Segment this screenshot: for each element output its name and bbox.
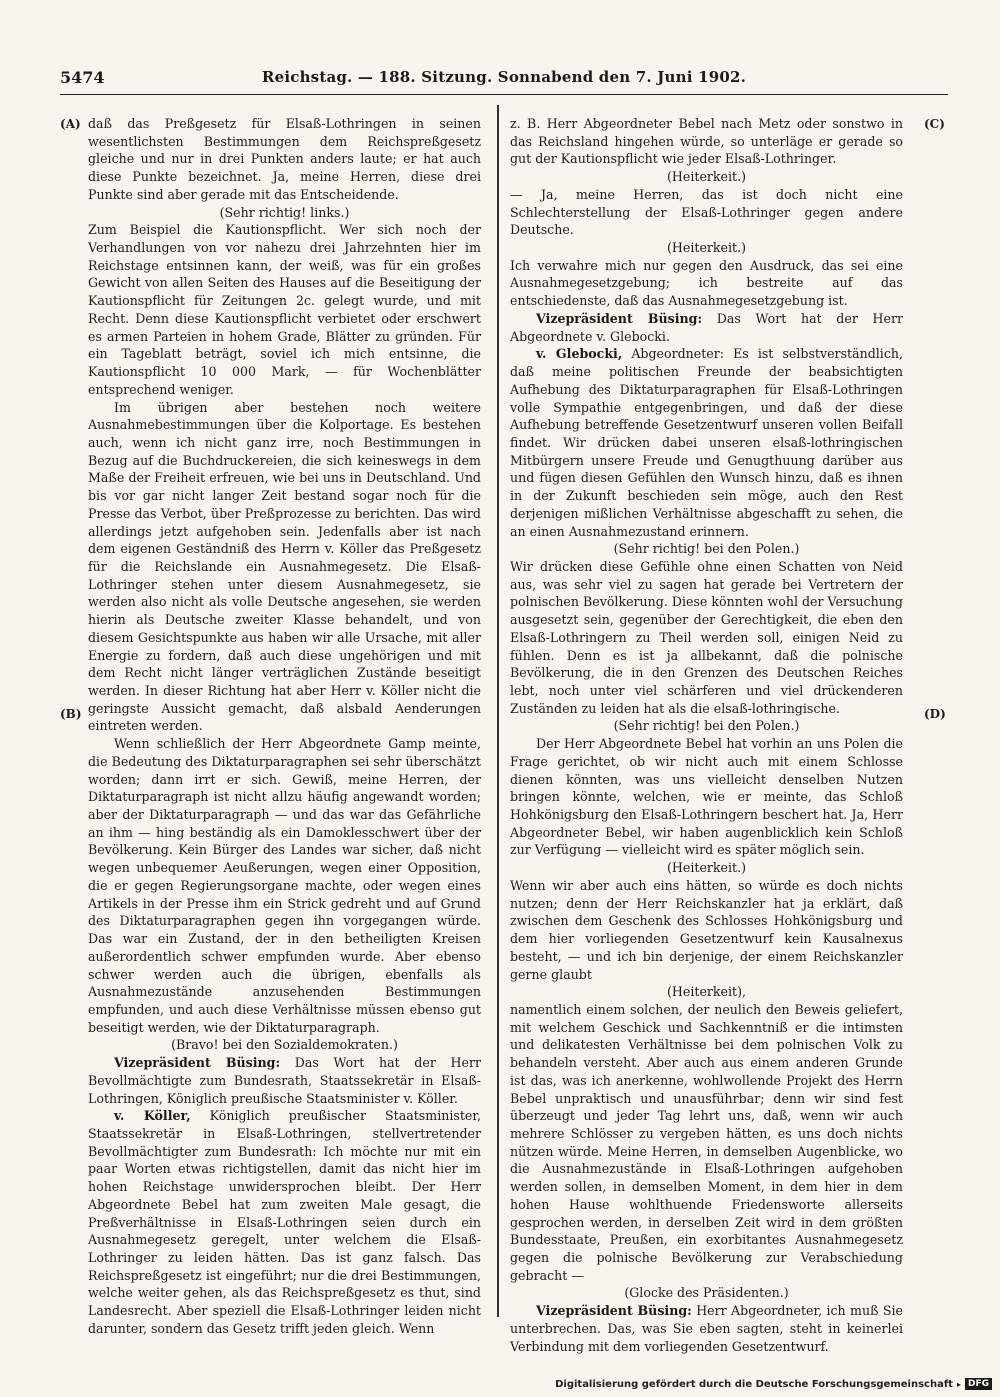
interjection: (Heiterkeit), — [667, 984, 746, 1000]
page-number: 5474 — [60, 68, 105, 87]
page-header — [60, 68, 948, 95]
speaker-paragraph: v. Glebocki, Abgeordneter: Es ist selbstverständlich, daß meine politischen Freunde der beabsichtigten Aufhebung des Diktaturparagraphen für Elsaß-Lothringen volle Sympathie entgegenbringen, und daß der diese Aufhebung betreffende Gesetzentwurf unseren vollen Beifall findet. Wir drücken dabei unseren elsaß-lothringischen Mitbürgern unsere Freude und Genugthuung darüber aus und fügen diesen Gefühlen den Wunsch hinzu, daß es ihnen in der Zukunft beschieden sein möge, auch den Rest derjenigen mißlichen Verhältnisse abgeschafft zu sehen, die an einen Ausnahmezustand erinnern. — [510, 346, 904, 539]
paragraph: Zum Beispiel die Kautionspflicht. Wer sich noch der Verhandlungen von vor nahezu drei Jahrzehnten hier im Reichstage entsinnen kann, der weiß, was für ein großes Gewicht von allen Seiten des Hauses auf die Beseitigung der Kautionspflicht für Zeitungen 2c. gelegt wurde, und mit Recht. Denn diese Kautionspflicht verbietet oder erschwert es armen Parteien in hohem Grade, Blätter zu gründen. Für ein Tageblatt beträgt, soviel ich mich entsinne, die Kautionspflicht 10 000 Mark, — für Wochenblätter entsprechend weniger. — [88, 222, 481, 397]
paragraph: Wir drücken diese Gefühle ohne einen Schatten von Neid aus, was sehr viel zu sagen hat gerade bei Vertretern der polnischen Bevölkerung. Diese könnten wohl der Versuchung ausgesetzt sein, gegenüber der Gerechtigkeit, die eben den Elsaß-Lothringern zu Theil werden soll, einigen Neid zu fühlen. Denn es ist ja allbekannt, daß die polnische Bevölkerung, die in den Grenzen des Deutschen Reiches lebt, noch unter viel schärferen und viel drückenderen Zuständen zu leiden hat als die elsaß-lothringische. — [510, 558, 903, 716]
left-column — [88, 115, 481, 1336]
margin-mark-d: (D) — [924, 707, 946, 721]
paragraph: daß das Preßgesetz für Elsaß-Lothringen in seinen wesentlichsten Bestimmungen dem Reichspreßgesetz gleiche und nur in drei Punkten anders laute; er hat auch diese Punkte bezeichnet. Ja, meine Herren, diese drei Punkte sind aber gerade mit das Entscheidende. — [88, 116, 481, 202]
paragraph: z. B. Herr Abgeordneter Bebel nach Metz oder sonstwo in das Reichsland hingehen würde, so unterläge er gerade so gut der Kautionspflicht wie jeder Elsaß-Lothringer. — [510, 116, 903, 167]
column-divider — [497, 105, 499, 1317]
speaker-paragraph: Vizepräsident Büsing: Herr Abgeordneter, ich muß Sie unterbrechen. Das, was Sie eben sagten, steht in keinerlei Verbindung mit dem vorliegenden Gesetzentwurf. — [510, 1303, 903, 1354]
paragraph: Wenn wir aber auch eins hätten, so würde es doch nichts nutzen; denn der Herr Reichskanzler hat ja erklärt, daß zwischen dem Geschenk des Schlosses Hohkönigsburg und dem hier vorliegenden Gesetzentwurf kein Kausalnexus besteht, — und ich bin derjenige, der einem Reichskanzler gerne glaubt — [510, 877, 903, 982]
speaker-name: Vizepräsident Büsing: — [114, 1055, 281, 1071]
paragraph: Ich verwahre mich nur gegen den Ausdruck, das sei eine Ausnahmegesetzgebung; ich bestreite auf das entschiedenste, daß das Ausnahmegesetzgebung ist. — [510, 257, 903, 309]
interjection: (Sehr richtig! bei den Polen.) — [613, 718, 800, 734]
interjection: (Sehr richtig! links.) — [219, 204, 350, 220]
paragraph: Wenn schließlich der Herr Abgeordnete Gamp meinte, die Bedeutung des Diktaturparagraphen sei sehr überschätzt worden; dann irrt er sich. Gewiß, meine Herren, der Diktaturparagraph ist nicht allzu häufig angewandt worden; aber der Diktaturparagraph — und das war das Gefährliche an ihm — hing beständig als ein Damoklesschwert über der Bevölkerung. Kein Bürger des Landes war sicher, daß nicht wegen unbequemer Aeußerungen, wegen einer Opposition, die er gegen Regierungsorgane machte, oder wegen eines Artikels in der Presse ihm ein Strick gedreht und auf Grund des Diktaturparagraphen gegen ihn vorgegangen würde. Das war ein Zustand, der in den betheiligten Kreisen außerordentlich schwer empfunden wurde. Aber ebenso schwer werden auch die übrigen, ebenfalls als Ausnahmezustände anzusehenden Bestimmungen empfunden, und auch diese Verhältnisse müssen ebenso gut beseitigt werden, wie der Diktaturparagraph. — [88, 736, 481, 1035]
credit-text: Digitalisierung gefördert durch die Deutsche Forschungsgemeinschaft — [555, 1378, 953, 1390]
speaker-name: Vizepräsident Büsing: — [536, 310, 703, 326]
paragraph: Im übrigen aber bestehen noch weitere Ausnahmebestimmungen über die Kolportage. Es bestehen auch, wenn ich nicht ganz irre, noch Bestimmungen in Bezug auf die Buchdruckereien, die sich keineswegs in dem Maße der Freiheit erfreuen, wie bei uns in Deutschland. Und bis vor gar nicht langer Zeit bestand sogar noch für die Presse das Verbot, über Preßprozesse zu berichten. Das wird allerdings jetzt aufgehoben sein. Jedenfalls aber ist nach dem eigenen Geständniß des Herrn v. Köller das Preßgesetz für die Reichslande ein Ausnahmegesetz. Die Elsaß-Lothringer stehen unter diesem Ausnahmegesetz, sie werden also nicht als volle Deutsche angesehen, sie werden hierin als Deutsche zweiter Klasse behandelt, und von diesem Gesichtspunkte aus haben wir alle Ursache, mit aller Energie zu fordern, daß auch diese ungehörigen und mit dem Recht nicht länger verträglichen Zustände beseitigt werden. In dieser Richtung hat aber Herr v. Köller nicht die geringste Aussicht gemacht, daß alsbald Aenderungen eintreten werden. — [88, 399, 481, 734]
speaker-paragraph: v. Köller, Königlich preußischer Staatsminister, Staatssekretär in Elsaß-Lothringen, stellvertretender Bevollmächtigter zum Bundesrath: Ich möchte nur mit ein paar Worten etwas richtigstellen, damit das nicht hier im hohen Reichstage unwidersprochen bleibt. Der Herr Abgeordnete Bebel hat zum zweiten Male gesagt, die Preßverhältnisse in Elsaß-Lothringen seien durch ein Ausnahmegesetz geregelt, unter welchem die Elsaß-Lothringer zu leiden hätten. Das ist ganz falsch. Das Reichspreßgesetz ist eingeführt; nur die drei Bestimmungen, welche weiter gehen, als das Reichspreßgesetz es thut, sind Landesrecht. Aber speziell die Elsaß-Lothringer leiden nicht darunter, sondern das Gesetz trifft jeden gleich. Wenn — [88, 1108, 481, 1336]
speaker-name: Vizepräsident Büsing: — [536, 1303, 692, 1319]
interjection: (Glocke des Präsidenten.) — [624, 1285, 789, 1301]
speaker-paragraph: Vizepräsident Büsing: Das Wort hat der Herr Abgeordnete v. Glebocki. — [510, 310, 903, 344]
speaker-name: v. Glebocki, — [536, 346, 623, 362]
margin-mark-a: (A) — [60, 117, 81, 131]
interjection: (Bravo! bei den Sozialdemokraten.) — [171, 1037, 398, 1053]
right-column — [510, 115, 904, 1354]
interjection: (Sehr richtig! bei den Polen.) — [613, 541, 800, 557]
interjection: (Heiterkeit.) — [667, 860, 746, 876]
paragraph: namentlich einem solchen, der neulich den Beweis geliefert, mit welchem Geschick und Sachkenntniß er die intimsten und delikatesten Verhältnisse bei dem polnischen Volk zu behandeln versteht. Aber auch aus einem anderen Grunde ist das, was ich anerkenne, wohlwollende Projekt des Herrn Bebel unpraktisch und unausführbar; denn wir sind fest überzeugt und jeder Tag lehrt uns, daß, wenn wir auch mehrere Schlösser zu vergeben hätten, es uns doch nichts nützen würde. Meine Herren, in demselben Augenblicke, wo die Ausnahmezustände in Elsaß-Lothringen aufgehoben werden sollen, in demselben Moment, in dem hier in dem hohen Hause wohlthuende Friedensworte allerseits gesprochen werden, in derselben Zeit wird in dem größten Bundesstaate, Preußen, ein exorbitantes Ausnahmegesetz gegen die polnische Bevölkerung zur Verabschiedung gebracht — — [510, 1001, 903, 1283]
speaker-paragraph: Vizepräsident Büsing: Das Wort hat der Herr Bevollmächtigte zum Bundesrath, Staatssekretär in Elsaß-Lothringen, Königlich preußische Staatsminister v. Köller. — [88, 1055, 481, 1106]
interjection: (Heiterkeit.) — [667, 240, 746, 256]
arrow-icon: ▸ — [956, 1379, 961, 1389]
interjection: (Heiterkeit.) — [667, 169, 746, 185]
digitization-credit — [555, 1377, 992, 1391]
speaker-name: v. Köller, — [114, 1108, 191, 1124]
margin-mark-c: (C) — [924, 117, 945, 131]
paragraph: — Ja, meine Herren, das ist doch nicht eine Schlechterstellung der Elsaß-Lothringer gegen andere Deutsche. — [510, 186, 903, 238]
margin-mark-b: (B) — [60, 707, 82, 721]
running-title: Reichstag. — 188. Sitzung. Sonnabend den 7. Juni 1902. — [261, 68, 747, 86]
dfg-logo: DFG — [965, 1378, 992, 1390]
paragraph: Der Herr Abgeordnete Bebel hat vorhin an uns Polen die Frage gerichtet, ob wir nicht auch mit einem Schlosse dienen könnten, was uns vielleicht denselben Nutzen bringen könnte, welchen, wie er meinte, das Schloß Hohkönigsburg den Elsaß-Lothringern beschert hat. Ja, Herr Abgeordneter Bebel, wir haben augenblicklich kein Schloß zur Verfügung — vielleicht wird es später möglich sein. — [510, 736, 903, 858]
